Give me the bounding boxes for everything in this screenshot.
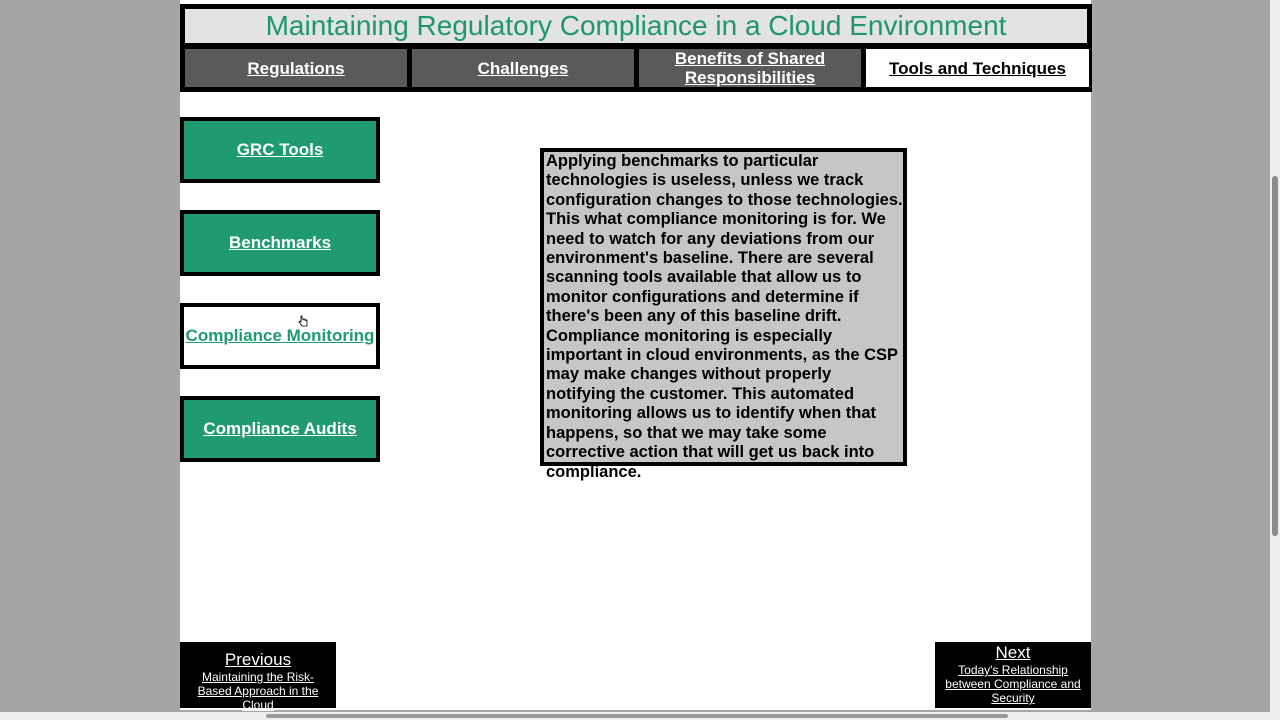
content-text-box: Applying benchmarks to particular technologies is useless, unless we track configuration changes to those technologies. This what compliance monitoring is for. We need to watch for any deviations from our environment's baseline. There are several scanning tools available that allow us to monitor configurations and determine if there's been any of this baseline drift. Compliance monitoring is especially important in cloud environments, as the CSP may make changes without properly notifying the customer. This automated monitoring allows us to identify when that happens, so that we may take some corrective action that will get us back into compliance. <box>540 148 907 466</box>
previous-page-title: Maintaining the Risk-Based Approach in the Cloud <box>197 670 319 712</box>
grc-tools-button[interactable]: GRC Tools <box>180 117 380 183</box>
tab-regulations[interactable]: Regulations <box>185 49 407 87</box>
benchmarks-button[interactable]: Benchmarks <box>180 210 380 276</box>
previous-button[interactable] <box>180 642 336 712</box>
compliance-audits-button[interactable]: Compliance Audits <box>180 396 380 462</box>
next-button[interactable] <box>935 642 1091 708</box>
hand-cursor-icon <box>298 315 308 327</box>
page-title: Maintaining Regulatory Compliance in a Cloud Environment <box>185 9 1087 43</box>
horizontal-scrollbar[interactable] <box>0 712 1280 720</box>
header-bar <box>180 4 1092 92</box>
horizontal-scrollbar-thumb[interactable] <box>266 714 1008 718</box>
tab-challenges[interactable]: Challenges <box>412 49 634 87</box>
tab-tools-and-techniques[interactable]: Tools and Techniques <box>866 49 1089 87</box>
previous-label: Previous <box>224 650 292 669</box>
vertical-scrollbar-thumb[interactable] <box>1272 176 1278 536</box>
vertical-scrollbar[interactable] <box>1270 0 1280 712</box>
tab-benefits-of-shared-responsibilities[interactable]: Benefits of Shared Responsibilities <box>639 49 861 87</box>
next-page-title: Today's Relationship between Compliance and Security <box>945 663 1081 705</box>
next-label: Next <box>995 643 1031 662</box>
compliance-monitoring-button[interactable]: Compliance Monitoring <box>180 303 380 369</box>
lesson-page <box>180 0 1091 710</box>
